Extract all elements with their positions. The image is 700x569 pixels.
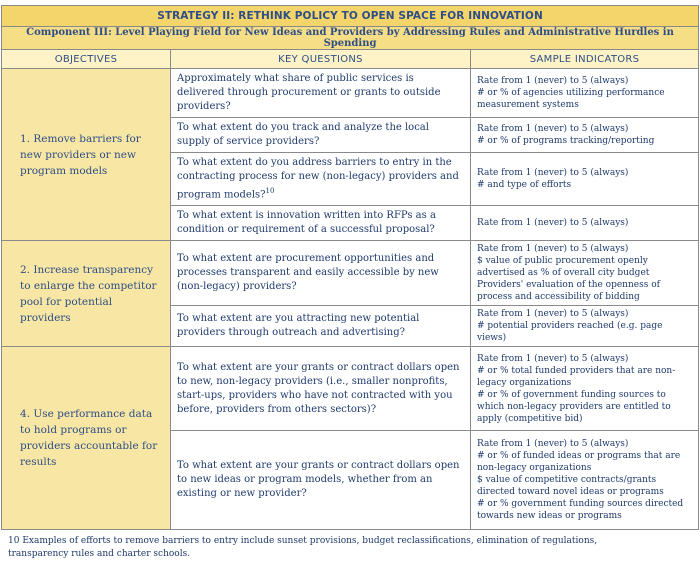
key-question: To what extent are your grants or contract dollars open to new, non-legacy providers (i.e., smaller nonprofits, start-ups, providers who have not contracted with you before, providers from others sectors)? — [171, 347, 471, 431]
indicator-item: Rate from 1 (never) to 5 (always) — [477, 76, 629, 86]
strategy-title: STRATEGY II: RETHINK POLICY TO OPEN SPACE FOR INNOVATION — [2, 6, 699, 27]
indicator-item: $ value of competitive contracts/grants directed toward novel ideas or programs — [477, 475, 664, 498]
indicator-cell — [471, 241, 699, 306]
indicator-item: Rate from 1 (never) to 5 (always) — [477, 124, 629, 134]
key-question: To what extent are procurement opportunities and processes transparent and easily accessible by new (non-legacy) providers? — [171, 241, 471, 306]
indicator-item: # potential providers reached (e.g. page views) — [477, 321, 663, 344]
indicator-item: # or % government funding sources directed towards new ideas or programs — [477, 499, 684, 522]
key-question: To what extent are your grants or contract dollars open to new ideas or program models, whether from an existing or new provider? — [171, 431, 471, 530]
objective-2: 2. Increase transparency to enlarge the competitor pool for potential providers — [2, 241, 171, 347]
key-question: To what extent is innovation written into RFPs as a condition or requirement of a successful proposal? — [171, 206, 471, 241]
indicator-item: Rate from 1 (never) to 5 (always) — [477, 353, 629, 364]
indicator-cell — [471, 347, 699, 431]
indicator-item: # and type of efforts — [477, 180, 572, 191]
indicator-cell — [471, 206, 699, 241]
indicator-item: Rate from 1 (never) to 5 (always) — [477, 244, 629, 255]
strategy-table — [1, 5, 699, 530]
indicator-cell — [471, 431, 699, 530]
objective-4: 4. Use performance data to hold programs or providers accountable for results — [2, 347, 171, 530]
indicator-cell — [471, 69, 699, 118]
indicator-item: Rate from 1 (never) to 5 (always) — [477, 168, 629, 179]
indicator-cell — [471, 306, 699, 347]
policy-table-page — [1, 5, 699, 561]
key-question: To what extent do you track and analyze the local supply of service providers? — [171, 118, 471, 153]
indicator-cell — [471, 153, 699, 206]
indicator-item: # or % of government funding sources to which non-legacy providers are entitled to apply (competitive bid) — [477, 389, 671, 424]
key-question-with-footnote — [171, 153, 471, 206]
indicator-item: $ value of public procurement openly advertised as % of overall city budget — [477, 256, 650, 279]
key-question: To what extent are you attracting new potential providers through outreach and advertising? — [171, 306, 471, 347]
column-header-key-questions: KEY QUESTIONS — [171, 50, 471, 69]
component-title: Component III: Level Playing Field for New Ideas and Providers by Addressing Rules and Administrative Hurdles in Spending — [2, 27, 699, 50]
objective-1: 1. Remove barriers for new providers or new program models — [2, 69, 171, 241]
footnote-marker: 10 — [265, 187, 275, 195]
indicator-item: Providers' evaluation of the openness of process and accessibility of bidding — [477, 280, 660, 303]
indicator-item: # or % total funded providers that are non-legacy organizations — [477, 365, 676, 388]
indicator-item: Rate from 1 (never) to 5 (always) — [477, 218, 629, 229]
key-question-text: To what extent do you address barriers to entry in the contracting process for new (non-legacy) providers and program models? — [177, 157, 459, 201]
indicator-item: Rate from 1 (never) to 5 (always) — [477, 309, 629, 320]
indicator-item: # or % of programs tracking/reporting — [477, 136, 655, 146]
table-row — [2, 69, 699, 118]
table-row — [2, 241, 699, 306]
indicator-item: Rate from 1 (never) to 5 (always) — [477, 439, 629, 450]
indicator-item: # or % of funded ideas or programs that are non-legacy organizations — [477, 451, 681, 474]
column-header-objectives: OBJECTIVES — [2, 50, 171, 69]
indicator-item: # or % of agencies utilizing performance measurement systems — [477, 88, 665, 110]
footnote: 10 Examples of efforts to remove barriers to entry include sunset provisions, budget reclassifications, elimination of regulations, transparency rules and charter schools. — [8, 536, 598, 560]
indicator-cell — [471, 118, 699, 153]
table-row — [2, 347, 699, 431]
key-question: Approximately what share of public services is delivered through procurement or grants to outside providers? — [171, 69, 471, 118]
column-header-sample-indicators: SAMPLE INDICATORS — [471, 50, 699, 69]
